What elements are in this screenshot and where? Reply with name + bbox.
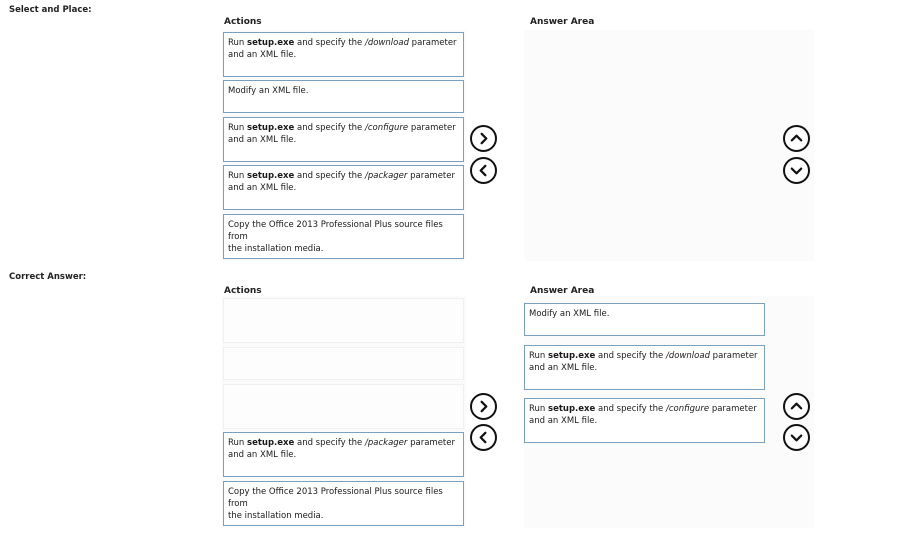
answer-area-title: Answer Area bbox=[530, 286, 595, 296]
chevron-left-icon bbox=[476, 163, 491, 178]
action-item-modify-xml[interactable]: Modify an XML file. bbox=[223, 80, 464, 113]
move-left-button[interactable] bbox=[470, 157, 497, 184]
action-item-download[interactable]: Run setup.exe and specify the /download parameter and an XML file. bbox=[223, 32, 464, 77]
move-down-button[interactable] bbox=[783, 157, 810, 184]
chevron-up-icon bbox=[789, 399, 804, 414]
empty-slot bbox=[223, 384, 464, 429]
chevron-down-icon bbox=[789, 430, 804, 445]
action-item-packager[interactable]: Run setup.exe and specify the /packager parameter and an XML file. bbox=[223, 165, 464, 210]
answer-item-configure[interactable]: Run setup.exe and specify the /configure parameter and an XML file. bbox=[524, 398, 765, 443]
action-item-packager[interactable]: Run setup.exe and specify the /packager parameter and an XML file. bbox=[223, 432, 464, 477]
chevron-left-icon bbox=[476, 430, 491, 445]
actions-title: Actions bbox=[224, 17, 262, 27]
answer-item-download[interactable]: Run setup.exe and specify the /download parameter and an XML file. bbox=[524, 345, 765, 390]
answer-area-title: Answer Area bbox=[530, 17, 595, 27]
chevron-right-icon bbox=[476, 131, 491, 146]
answer-item-modify-xml[interactable]: Modify an XML file. bbox=[524, 303, 765, 336]
answer-area-panel bbox=[524, 30, 814, 261]
actions-title: Actions bbox=[224, 286, 262, 296]
correct-answer-label: Correct Answer: bbox=[9, 272, 87, 282]
select-and-place-label: Select and Place: bbox=[9, 5, 92, 15]
empty-slot bbox=[223, 298, 464, 343]
move-left-button[interactable] bbox=[470, 424, 497, 451]
move-up-button[interactable] bbox=[783, 393, 810, 420]
empty-slot bbox=[223, 347, 464, 380]
action-item-copy-source[interactable]: Copy the Office 2013 Professional Plus source files from the installation media. bbox=[223, 214, 464, 259]
action-item-copy-source[interactable]: Copy the Office 2013 Professional Plus source files from the installation media. bbox=[223, 481, 464, 526]
action-item-configure[interactable]: Run setup.exe and specify the /configure parameter and an XML file. bbox=[223, 117, 464, 162]
chevron-down-icon bbox=[789, 163, 804, 178]
move-right-button[interactable] bbox=[470, 125, 497, 152]
move-up-button[interactable] bbox=[783, 125, 810, 152]
chevron-right-icon bbox=[476, 399, 491, 414]
move-right-button[interactable] bbox=[470, 393, 497, 420]
move-down-button[interactable] bbox=[783, 424, 810, 451]
chevron-up-icon bbox=[789, 131, 804, 146]
